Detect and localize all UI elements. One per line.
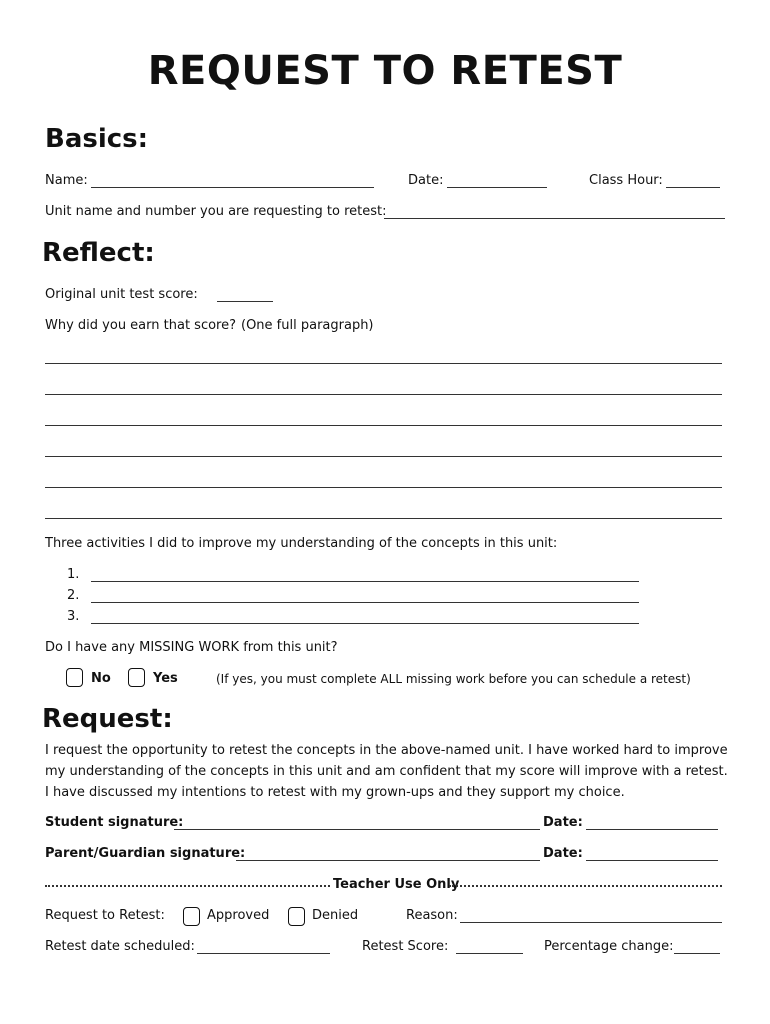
original-score-field[interactable]: [217, 301, 273, 302]
student-date-field[interactable]: [586, 829, 718, 830]
activity-field-3[interactable]: [91, 623, 639, 624]
missing-work-note: (If yes, you must complete ALL missing work before you can schedule a retest): [216, 672, 691, 686]
activity-number-1: 1.: [67, 567, 80, 582]
retest-score-label: Retest Score:: [362, 939, 449, 954]
reason-field[interactable]: [460, 922, 722, 923]
name-field[interactable]: [91, 187, 374, 188]
student-signature-field[interactable]: [174, 829, 540, 830]
denied-label: Denied: [312, 908, 359, 923]
paragraph-line-2[interactable]: [45, 394, 722, 395]
retest-date-field[interactable]: [197, 953, 330, 954]
class-hour-label: Class Hour:: [589, 173, 663, 188]
divider-left: [45, 885, 330, 887]
parent-date-label: Date:: [543, 846, 583, 861]
reflect-heading: Reflect:: [42, 238, 155, 268]
activity-field-1[interactable]: [91, 581, 639, 582]
activity-field-2[interactable]: [91, 602, 639, 603]
class-hour-field[interactable]: [666, 187, 720, 188]
request-paragraph: I request the opportunity to retest the concepts in the above-named unit. I have worked hard to improve my understanding of the concepts in this unit and am confident that my score will improve with a retest. I have discussed my intentions to retest with my grown-ups and they support my choice.: [45, 743, 728, 800]
paragraph-line-4[interactable]: [45, 456, 722, 457]
unit-field[interactable]: [384, 218, 725, 219]
reason-label: Reason:: [406, 908, 458, 923]
why-hint: (One full paragraph): [241, 318, 374, 333]
percentage-change-label: Percentage change:: [544, 939, 674, 954]
retest-date-label: Retest date scheduled:: [45, 939, 195, 954]
request-heading: Request:: [42, 704, 173, 734]
activities-label: Three activities I did to improve my understanding of the concepts in this unit:: [45, 536, 558, 551]
parent-signature-field[interactable]: [236, 860, 540, 861]
basics-heading: Basics:: [45, 124, 149, 154]
activity-number-3: 3.: [67, 609, 80, 624]
no-checkbox[interactable]: [66, 668, 83, 687]
student-signature-label: Student signature:: [45, 815, 184, 830]
yes-checkbox[interactable]: [128, 668, 145, 687]
missing-work-label: Do I have any MISSING WORK from this unit?: [45, 640, 338, 655]
percentage-change-field[interactable]: [674, 953, 720, 954]
paragraph-line-1[interactable]: [45, 363, 722, 364]
date-field[interactable]: [447, 187, 547, 188]
no-label: No: [91, 671, 111, 686]
yes-label: Yes: [153, 671, 178, 686]
page-title: REQUEST TO RETEST: [147, 48, 623, 94]
teacher-use-only-label: Teacher Use Only: [333, 877, 460, 892]
denied-checkbox[interactable]: [288, 907, 305, 926]
paragraph-line-5[interactable]: [45, 487, 722, 488]
retest-score-field[interactable]: [456, 953, 523, 954]
original-score-label: Original unit test score:: [45, 287, 198, 302]
student-date-label: Date:: [543, 815, 583, 830]
parent-signature-label: Parent/Guardian signature:: [45, 846, 246, 861]
approved-checkbox[interactable]: [183, 907, 200, 926]
paragraph-line-6[interactable]: [45, 518, 722, 519]
divider-right: [449, 885, 722, 887]
parent-date-field[interactable]: [586, 860, 718, 861]
paragraph-line-3[interactable]: [45, 425, 722, 426]
date-label: Date:: [408, 173, 444, 188]
approved-label: Approved: [207, 908, 270, 923]
request-to-retest-label: Request to Retest:: [45, 908, 165, 923]
activity-number-2: 2.: [67, 588, 80, 603]
why-label: Why did you earn that score?: [45, 318, 237, 333]
unit-label: Unit name and number you are requesting to retest:: [45, 204, 387, 219]
name-label: Name:: [45, 173, 88, 188]
